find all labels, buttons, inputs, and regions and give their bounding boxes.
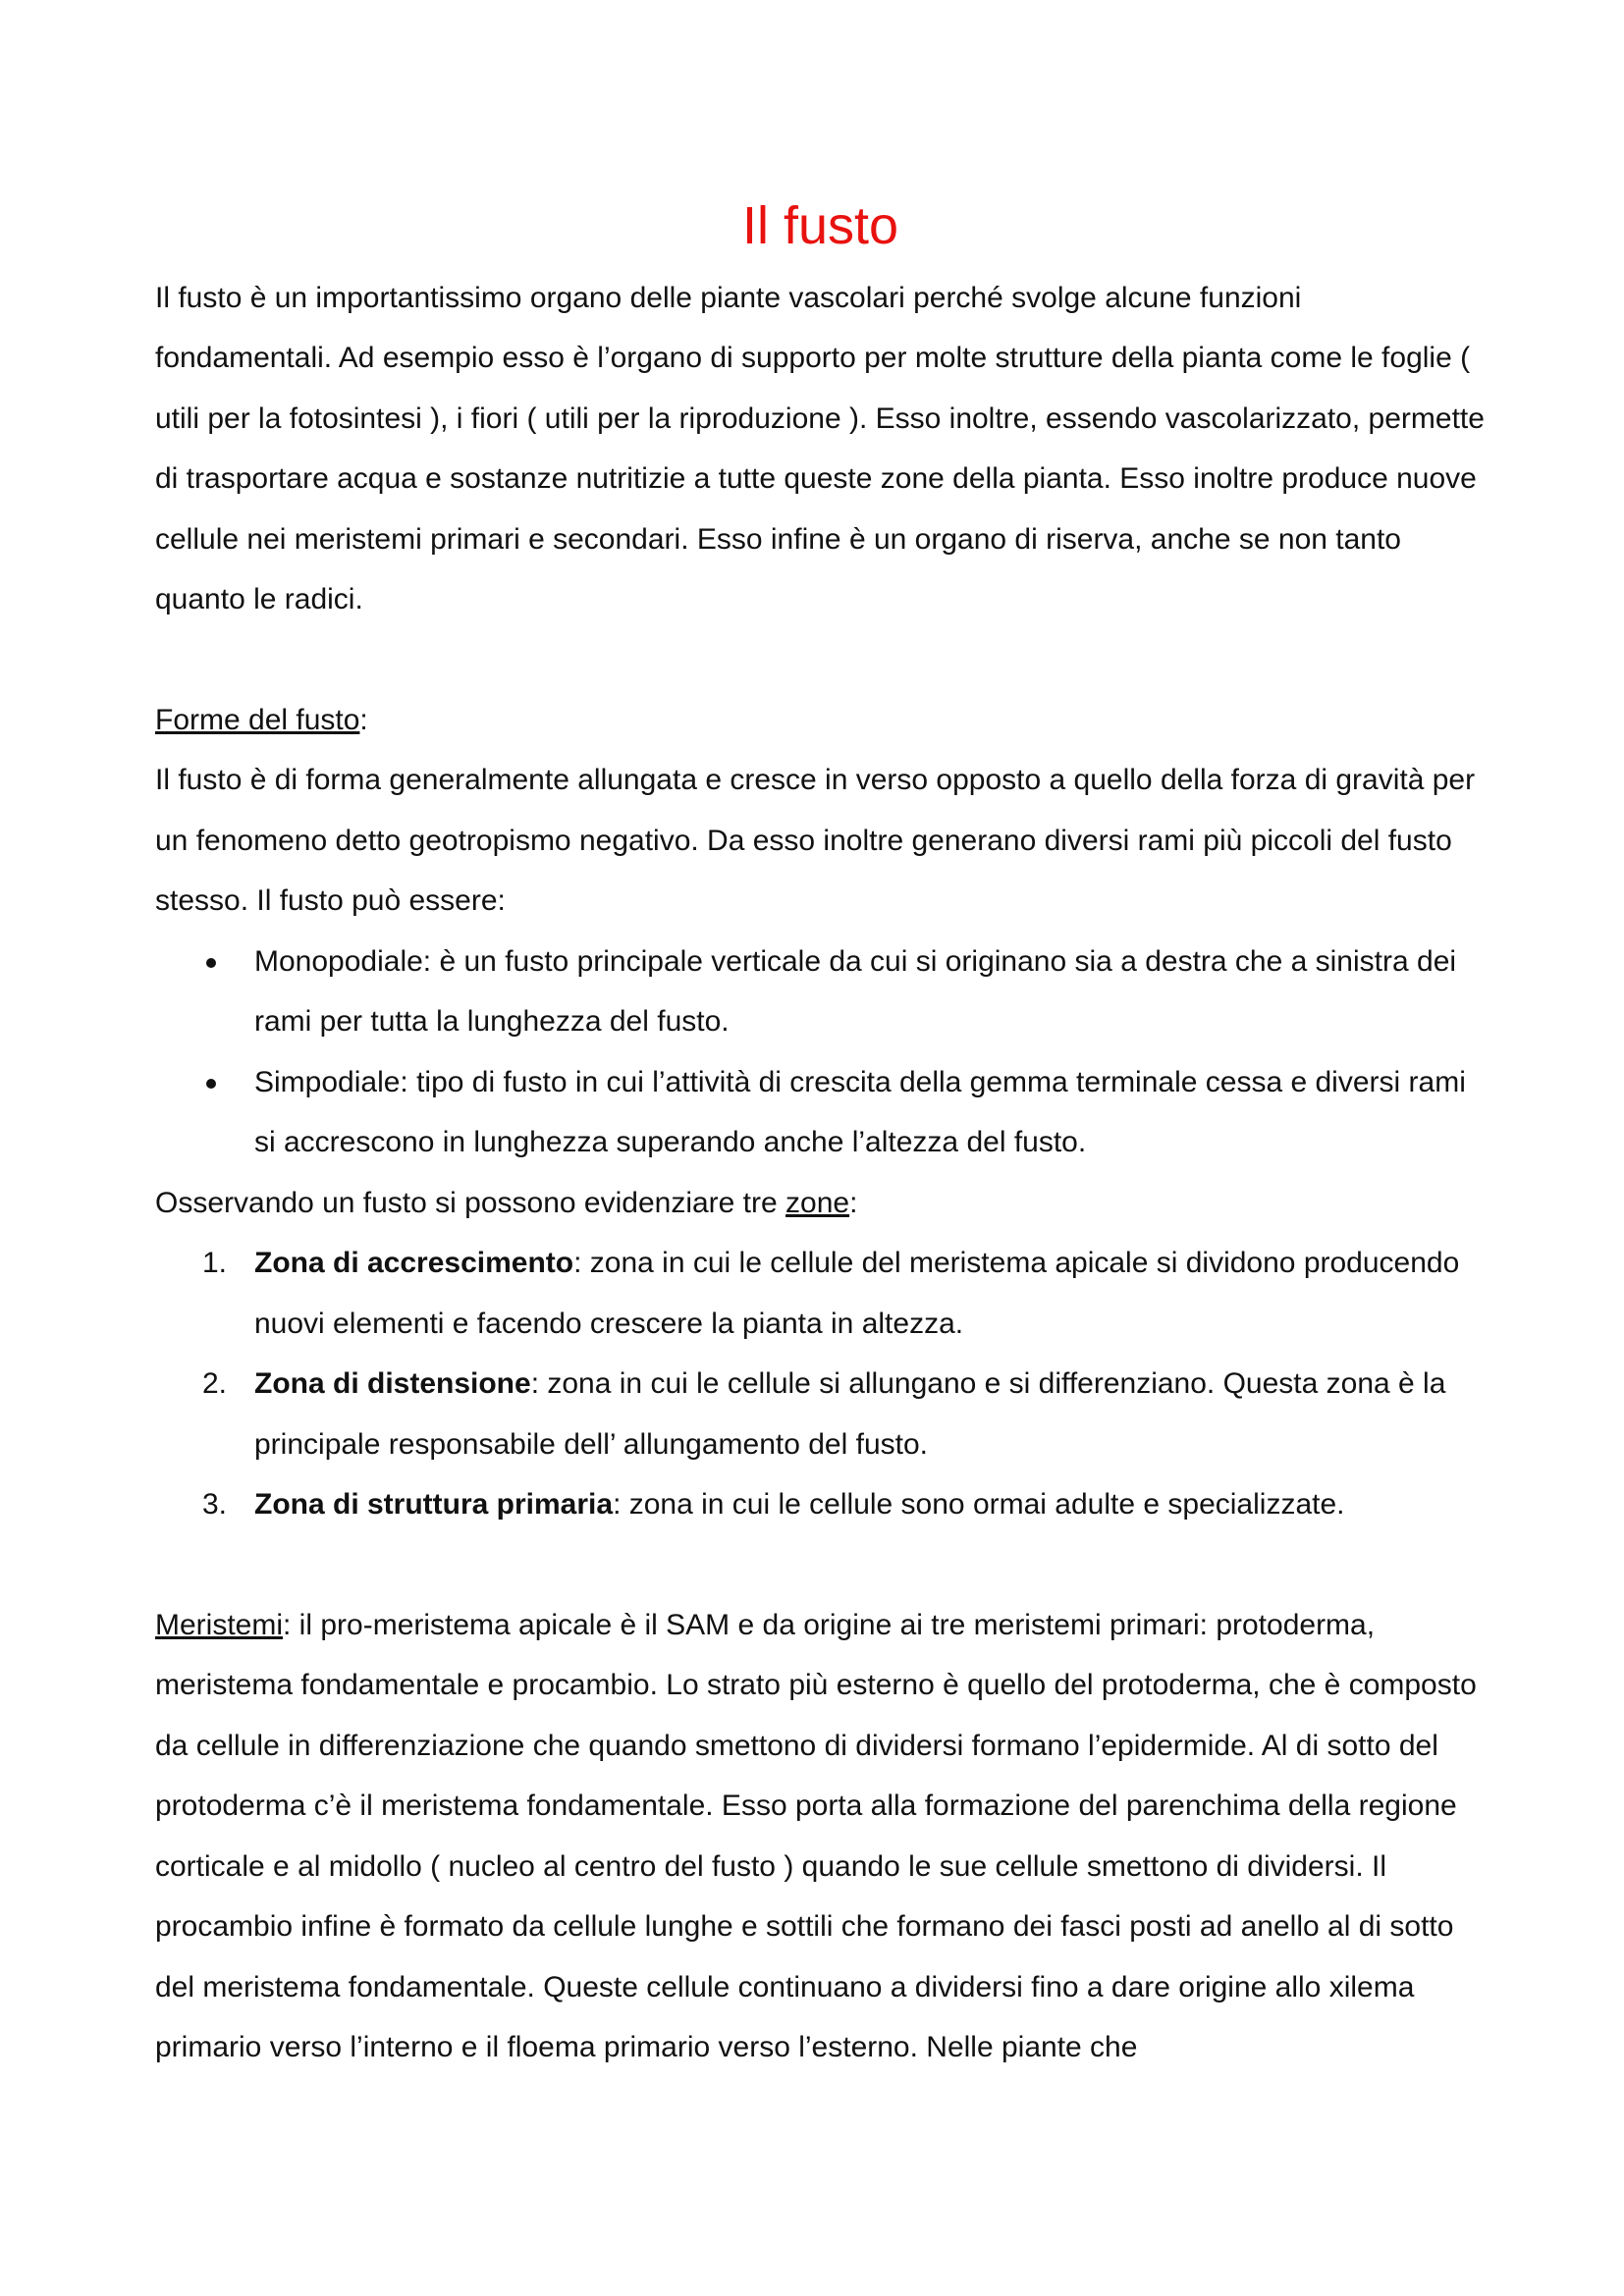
list-item bbox=[155, 1354, 1486, 1474]
list-item bbox=[155, 1474, 1486, 1535]
zone-underlined: zone bbox=[785, 1186, 850, 1219]
meristemi-heading: Meristemi bbox=[155, 1608, 284, 1641]
page-title: Il fusto bbox=[741, 196, 899, 255]
item-number: 3. bbox=[202, 1488, 228, 1522]
bullet-text: Monopodiale: è un fusto principale verticale da cui si originano sia a destra che a sinistra dei rami per tutta la lunghezza del fusto. bbox=[254, 944, 1457, 1039]
item-description: : zona in cui le cellule del meristema apicale si dividono producendo nuovi elementi e facendo crescere la pianta in altezza. bbox=[254, 1247, 1460, 1340]
zone-intro-text: Osservando un fusto si possono evidenziare tre bbox=[155, 1186, 786, 1219]
item-description: : zona in cui le cellule si allungano e si differenziano. Questa zona è la principale responsabile dell’ allungamento del fusto. bbox=[254, 1367, 1446, 1461]
zone-intro-suffix: : bbox=[849, 1186, 858, 1219]
forme-heading-suffix: : bbox=[359, 703, 368, 736]
spacer bbox=[155, 1535, 1486, 1595]
item-term: Zona di struttura primaria bbox=[254, 1488, 614, 1522]
forme-heading: Forme del fusto bbox=[155, 703, 360, 736]
zone-intro bbox=[155, 1173, 1486, 1234]
bullet-text: Simpodiale: tipo di fusto in cui l’attività di crescita della gemma terminale cessa e diversi rami si accrescono in lunghezza superando anche l’altezza del fusto. bbox=[254, 1065, 1466, 1159]
item-number: 1. bbox=[202, 1247, 228, 1280]
bullet-icon bbox=[206, 958, 216, 968]
bullet-icon bbox=[206, 1079, 216, 1089]
list-item bbox=[155, 932, 1486, 1052]
item-term: Zona di accrescimento bbox=[254, 1247, 574, 1280]
item-description: : zona in cui le cellule sono ormai adulte e specializzate. bbox=[613, 1488, 1345, 1522]
list-item bbox=[155, 1052, 1486, 1173]
meristemi-text: : il pro-meristema apicale è il SAM e da origine ai tre meristemi primari: protoderma, meristema fondamentale e procambio. Lo strato più esterno è quello del protoderma, che è composto da cellule in differenziazione che quando smettono di dividersi formano l’epidermide. Al di sotto del protoderma c’è il meristema fondamentale. Esso porta alla formazione del parenchima della regione corticale e al midollo ( nucleo al centro del fusto ) quando le sue cellule smettono di dividersi. Il procambio infine è formato da cellule lunghe e sottili che formano dei fasci posti ad anello al di sotto del meristema fondamentale. Queste cellule continuano a dividersi fino a dare origine allo xilema primario verso l’interno e il floema primario verso l’esterno. Nelle piante che bbox=[155, 1608, 1477, 2064]
meristemi-paragraph bbox=[155, 1595, 1486, 2078]
spacer bbox=[155, 630, 1486, 690]
document-page bbox=[155, 194, 1486, 2078]
list-item bbox=[155, 1233, 1486, 1354]
item-number: 2. bbox=[202, 1367, 228, 1401]
zone-numbered-list bbox=[155, 1233, 1486, 1535]
intro-paragraph: Il fusto è un importantissimo organo delle piante vascolari perché svolge alcune funzioni fondamentali. Ad esempio esso è l’organo di supporto per molte strutture della pianta come le foglie ( utili per la fotosintesi ), i fiori ( utili per la riproduzione ). Esso inoltre, essendo vascolarizzato, permette di trasportare acqua e sostanze nutritizie a tutte queste zone della pianta. Esso inoltre produce nuove cellule nei meristemi primari e secondari. Esso infine è un organo di riserva, anche se non tanto quanto le radici. bbox=[155, 281, 1485, 616]
item-term: Zona di distensione bbox=[254, 1367, 531, 1401]
forme-heading-line bbox=[155, 690, 1486, 751]
forme-paragraph: Il fusto è di forma generalmente allungata e cresce in verso opposto a quello della forza di gravità per un fenomeno detto geotropismo negativo. Da esso inoltre generano diversi rami più piccoli del fusto stesso. Il fusto può essere: bbox=[155, 764, 1476, 918]
forme-bullet-list bbox=[155, 932, 1486, 1173]
